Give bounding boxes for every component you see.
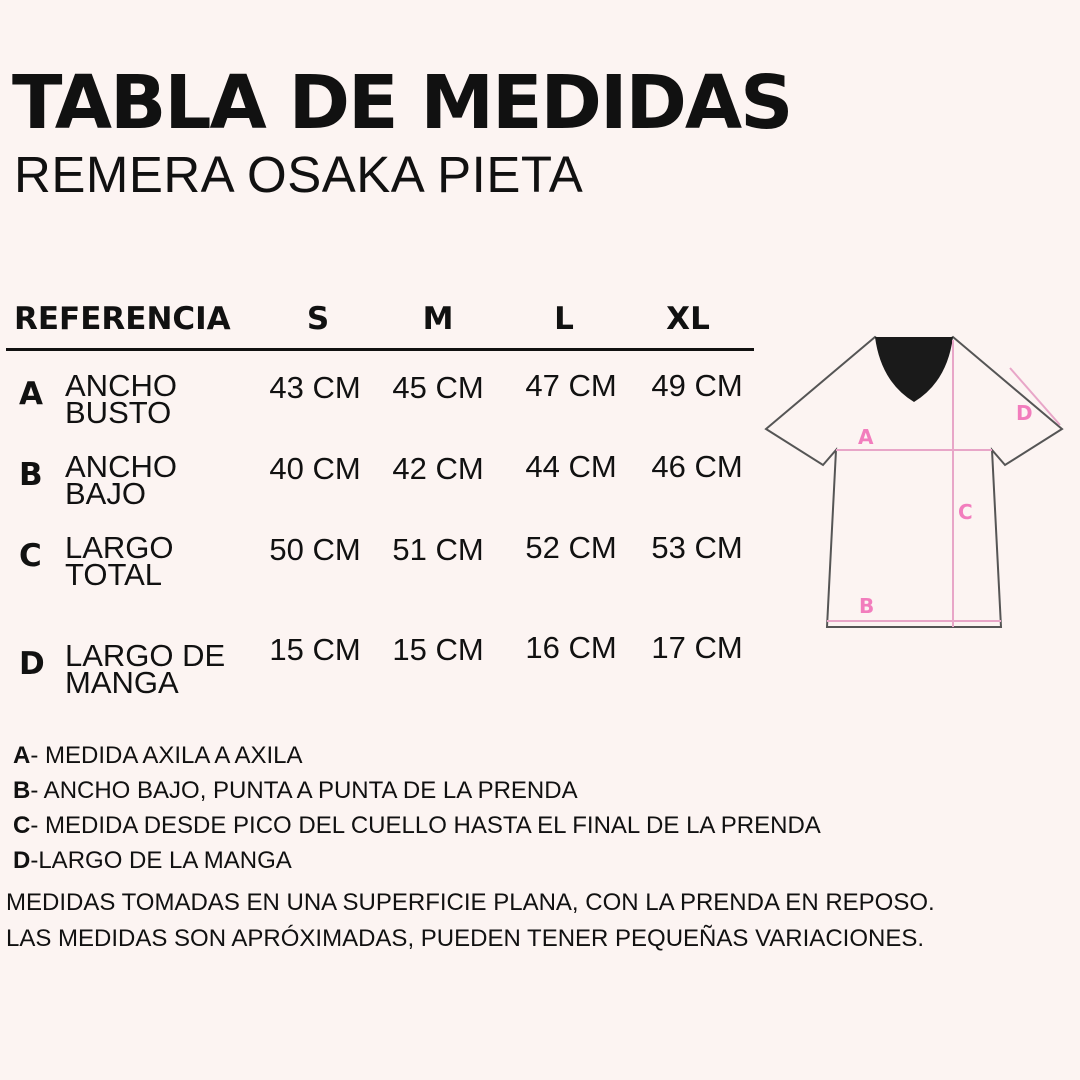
note-key: D bbox=[13, 847, 31, 874]
size-value: 49 CM bbox=[651, 368, 743, 403]
disclaimer bbox=[6, 885, 935, 957]
page-title: TABLA DE MEDIDAS bbox=[12, 60, 792, 146]
tshirt-diagram bbox=[760, 330, 1070, 640]
note-line bbox=[13, 808, 821, 843]
column-header-xl: XL bbox=[666, 301, 710, 337]
table-header-divider bbox=[6, 348, 754, 351]
note-line bbox=[13, 843, 821, 878]
measurement-notes bbox=[13, 738, 821, 878]
disclaimer-line: LAS MEDIDAS SON APRÓXIMADAS, PUEDEN TENER PEQUEÑAS VARIACIONES. bbox=[6, 925, 924, 952]
size-value: 52 CM bbox=[525, 530, 617, 565]
size-value: 40 CM bbox=[269, 451, 361, 486]
size-value: 15 CM bbox=[392, 632, 484, 667]
size-value: 50 CM bbox=[269, 532, 361, 567]
diagram-label-c: C bbox=[958, 500, 973, 524]
size-value: 45 CM bbox=[392, 370, 484, 405]
note-line bbox=[13, 773, 821, 808]
size-value: 51 CM bbox=[392, 532, 484, 567]
column-header-l: L bbox=[554, 301, 574, 337]
page-subtitle: REMERA OSAKA PIETA bbox=[14, 146, 584, 203]
note-text: - MEDIDA AXILA A AXILA bbox=[30, 742, 303, 769]
disclaimer-line: MEDIDAS TOMADAS EN UNA SUPERFICIE PLANA, CON LA PRENDA EN REPOSO. bbox=[6, 889, 935, 916]
diagram-label-b: B bbox=[859, 594, 875, 618]
table-row bbox=[0, 530, 760, 630]
column-header-s: S bbox=[306, 301, 330, 337]
row-label: LARGO TOTAL bbox=[65, 530, 174, 592]
note-key: C bbox=[13, 812, 31, 839]
note-line bbox=[13, 738, 821, 773]
note-text: -LARGO DE LA MANGA bbox=[30, 847, 292, 874]
row-letter: A bbox=[19, 376, 43, 412]
size-value: 44 CM bbox=[525, 449, 617, 484]
diagram-label-a: A bbox=[858, 425, 874, 449]
row-label: ANCHO BUSTO bbox=[65, 368, 177, 430]
row-label: ANCHO BAJO bbox=[65, 449, 177, 511]
size-value: 47 CM bbox=[525, 368, 617, 403]
row-letter: D bbox=[19, 646, 45, 682]
note-text: - ANCHO BAJO, PUNTA A PUNTA DE LA PRENDA bbox=[30, 777, 578, 804]
note-key: A bbox=[13, 742, 31, 769]
column-header-reference: REFERENCIA bbox=[14, 301, 231, 337]
size-value: 17 CM bbox=[651, 630, 743, 665]
table-row bbox=[0, 630, 760, 730]
size-value: 46 CM bbox=[651, 449, 743, 484]
row-letter: C bbox=[19, 538, 42, 574]
row-letter: B bbox=[19, 457, 43, 493]
note-text: - MEDIDA DESDE PICO DEL CUELLO HASTA EL FINAL DE LA PRENDA bbox=[30, 812, 821, 839]
size-value: 15 CM bbox=[269, 632, 361, 667]
diagram-label-d: D bbox=[1016, 401, 1033, 425]
size-value: 42 CM bbox=[392, 451, 484, 486]
column-header-m: M bbox=[422, 301, 454, 337]
row-label: LARGO DE MANGA bbox=[65, 638, 226, 700]
note-key: B bbox=[13, 777, 31, 804]
size-value: 16 CM bbox=[525, 630, 617, 665]
size-value: 43 CM bbox=[269, 370, 361, 405]
size-value: 53 CM bbox=[651, 530, 743, 565]
